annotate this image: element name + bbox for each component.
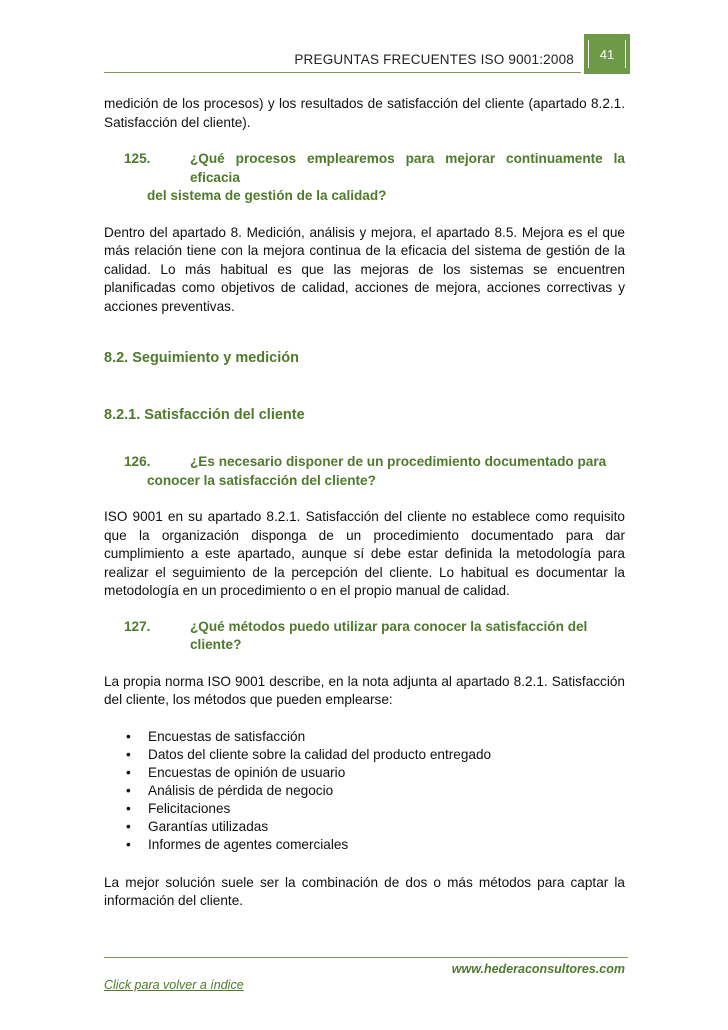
conclusion-paragraph: La mejor solución suele ser la combinación de dos o más métodos para captar la información del cliente. <box>104 874 625 908</box>
answer-125-paragraph: Dentro del apartado 8. Medición, análisis y mejora, el apartado 8.5. Mejora es el que más relación tiene con la mejora continua de la eficacia del sistema de gestión de la calidad. Lo más habitual es que las mejoras de los sistemas se encuentren planificadas como objetivos de calidad, acciones de mejora, acciones correctivas y acciones preventivas. <box>104 224 625 314</box>
methods-list <box>104 728 625 854</box>
bullet-icon: • <box>126 764 131 780</box>
bullet-icon: • <box>126 818 131 834</box>
bullet-icon: • <box>126 836 131 852</box>
intro-paragraph: medición de los procesos) y los resultados de satisfacción del cliente (apartado 8.2.1. Satisfacción del cliente). <box>104 96 625 130</box>
bullet-icon: • <box>126 782 131 798</box>
question-text-line1: ¿Qué procesos emplearemos para mejorar continuamente la eficacia <box>190 151 625 185</box>
question-text-line2: del sistema de gestión de la calidad? <box>147 188 387 203</box>
list-item: • Garantías utilizadas <box>126 818 269 834</box>
list-item: • Análisis de pérdida de negocio <box>126 782 334 798</box>
back-to-index-link[interactable]: Click para volver a índice <box>104 978 244 992</box>
question-125 <box>104 150 625 187</box>
header-rule <box>104 72 581 73</box>
question-text-line1: ¿Es necesario disponer de un procedimiento documentado para <box>190 454 607 469</box>
list-item: • Datos del cliente sobre la calidad del producto entregado <box>126 746 492 762</box>
section-heading-8-2: 8.2. Seguimiento y medición <box>104 350 299 366</box>
question-126-cont <box>104 472 625 491</box>
footer-rule <box>104 957 628 958</box>
list-item: • Encuestas de opinión de usuario <box>126 764 346 780</box>
bullet-icon: • <box>126 800 131 816</box>
footer-url-link[interactable]: www.hederaconsultores.com <box>451 962 625 976</box>
question-126 <box>104 453 625 472</box>
page-number: 41 <box>588 40 626 68</box>
question-number: 127. <box>124 618 151 634</box>
question-text: ¿Qué métodos puedo utilizar para conocer la satisfacción del cliente? <box>190 618 588 652</box>
bullet-icon: • <box>126 746 131 762</box>
list-item: • Encuestas de satisfacción <box>126 728 306 744</box>
section-heading-8-2-1: 8.2.1. Satisfacción del cliente <box>104 406 305 423</box>
question-number: 125. <box>124 151 151 166</box>
answer-127-paragraph: La propia norma ISO 9001 describe, en la nota adjunta al apartado 8.2.1. Satisfacción del cliente, los métodos que pueden emplearse: <box>104 673 625 707</box>
header-title: PREGUNTAS FRECUENTES ISO 9001:2008 <box>294 52 574 67</box>
question-125-cont <box>104 187 625 206</box>
list-item: • Informes de agentes comerciales <box>126 836 349 852</box>
question-127 <box>104 618 625 655</box>
question-text-line2: conocer la satisfacción del cliente? <box>147 472 376 488</box>
page-content <box>104 95 625 911</box>
page-number-box <box>584 34 630 74</box>
answer-126-paragraph: ISO 9001 en su apartado 8.2.1. Satisfacción del cliente no establece como requisito que la organización disponga de un procedimiento documentado para dar cumplimiento a este apartado, aunque sí debe estar definida la metodología para realizar el seguimiento de la percepción del cliente. Lo habitual es documentar la metodología en un procedimiento o en el propio manual de calidad. <box>104 509 625 598</box>
list-item: • Felicitaciones <box>126 800 231 816</box>
bullet-icon: • <box>126 728 131 744</box>
question-number: 126. <box>124 454 151 469</box>
